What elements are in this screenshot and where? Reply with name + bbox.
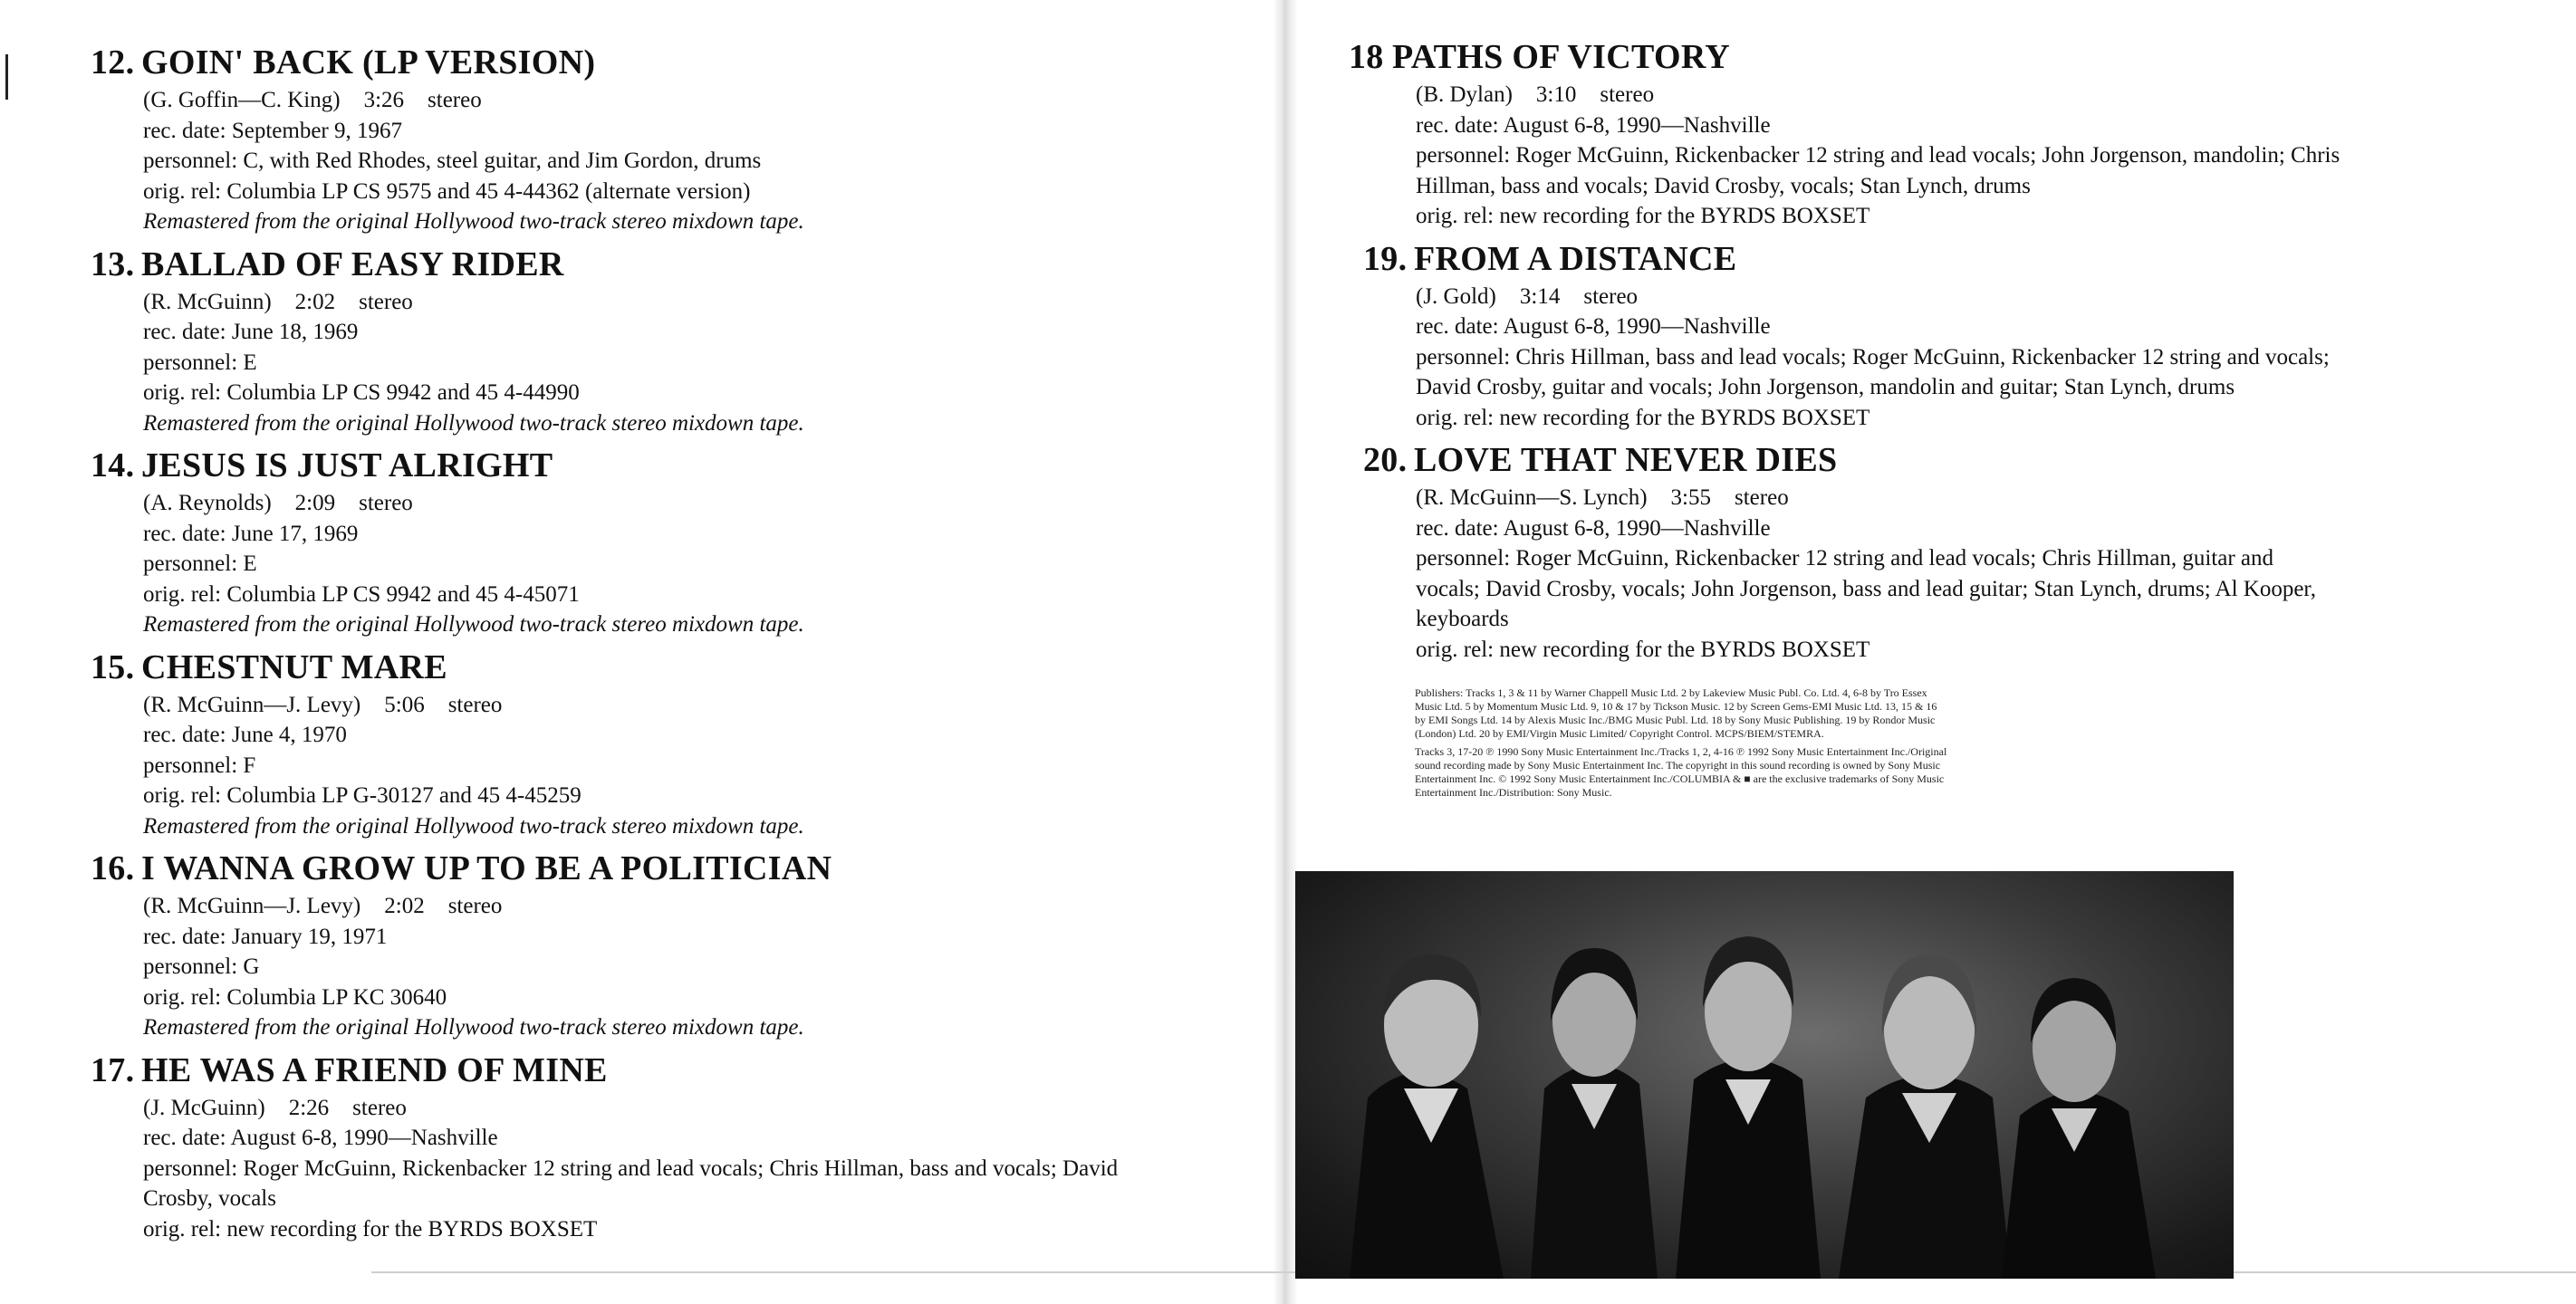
- track-entry: [91, 242, 1250, 439]
- track-number: 15.: [91, 647, 135, 686]
- track-note: Remastered from the original Hollywood two-track stereo mixdown tape.: [143, 1015, 804, 1040]
- track-note: Remastered from the original Hollywood two-track stereo mixdown tape.: [143, 612, 804, 637]
- track-name: I WANNA GROW UP TO BE A POLITICIAN: [141, 849, 832, 887]
- track-personnel: personnel: Roger McGuinn, Rickenbacker 12 string and lead vocals; John Jorgenson, mandolin; Chris Hillman, bass and vocals; David Crosby, vocals; Stan Lynch, drums: [1416, 143, 2341, 198]
- track-personnel: personnel: C, with Red Rhodes, steel guitar, and Jim Gordon, drums: [143, 149, 762, 173]
- track-entry: [91, 846, 1250, 1043]
- track-meta: [91, 690, 1250, 721]
- copyright-text: Tracks 3, 17-20 ℗ 1990 Sony Music Entertainment Inc./Tracks 1, 2, 4-16 ℗ 1992 Sony Music Entertainment Inc./Original sound recording made by Sony Music Entertainment Inc. The copyright in this sound recording is owned by Sony Music Entertainment Inc. © 1992 Sony Music Entertainment Inc./COLUMBIA & ■ are the exclusive trademarks of Sony Music Entertainment Inc./Distribution: Sony Music.: [1415, 745, 1947, 799]
- track-time: 3:10: [1535, 82, 1577, 107]
- track-personnel: personnel: E: [143, 350, 257, 375]
- track-mode: stereo: [359, 491, 413, 515]
- track-orig-rel: orig. rel: Columbia LP CS 9942 and 45 4-45071: [143, 581, 580, 607]
- track-name: LOVE THAT NEVER DIES: [1414, 441, 1838, 479]
- track-name: GOIN' BACK (LP VERSION): [141, 43, 596, 82]
- track-note: Remastered from the original Hollywood two-track stereo mixdown tape.: [143, 209, 804, 234]
- track-number: 18: [1349, 38, 1384, 76]
- track-note: Remastered from the original Hollywood two-track stereo mixdown tape.: [143, 410, 804, 436]
- track-mode: stereo: [1735, 485, 1789, 510]
- track-rec-date: rec. date: August 6-8, 1990—Nashville: [1416, 515, 1771, 541]
- track-entry: [1349, 34, 2541, 232]
- track-mode: stereo: [447, 894, 503, 918]
- track-meta: [1363, 282, 2541, 312]
- track-writers: (J. Gold): [1416, 283, 1496, 309]
- track-number: 17.: [91, 1050, 135, 1089]
- track-name: JESUS IS JUST ALRIGHT: [141, 446, 553, 484]
- track-writers: (R. McGuinn—J. Levy): [143, 692, 361, 717]
- track-time: 3:55: [1670, 485, 1711, 510]
- track-mode: stereo: [359, 289, 413, 314]
- track-title: [91, 443, 1250, 488]
- track-number: 13.: [91, 244, 135, 283]
- track-time: 2:02: [384, 894, 425, 918]
- track-meta: [91, 287, 1250, 318]
- track-writers: (R. McGuinn—S. Lynch): [1416, 485, 1648, 510]
- track-writers: (R. McGuinn): [143, 289, 272, 314]
- track-meta: [1363, 483, 2541, 513]
- track-time: 3:14: [1519, 283, 1561, 309]
- publishing-credits: [1415, 686, 1949, 804]
- track-writers: (G. Goffin—C. King): [143, 88, 341, 112]
- track-name: BALLAD OF EASY RIDER: [141, 244, 564, 283]
- track-name: PATHS OF VICTORY: [1392, 38, 1730, 76]
- page-fold: [1273, 0, 1298, 1304]
- publishers-text: Publishers: Tracks 1, 3 & 11 by Warner Chappell Music Ltd. 2 by Lakeview Music Publ. Co. Ltd. 4, 6-8 by Tro Essex Music Ltd. 5 by Momentum Music Ltd. 9, 10 & 17 by Tickson Music. 12 by Screen Gems-EMI Music Ltd. 13, 15 & 16 by EMI Songs Ltd. 14 by Alexis Music Inc./BMG Music Publ. Ltd. 18 by Sony Music Publishing. 19 by Rondor Music (London) Ltd. 20 by EMI/Virgin Music Limited/ Copyright Control. MCPS/BIEM/STEMRA.: [1415, 686, 1937, 740]
- track-orig-rel: orig. rel: Columbia LP CS 9942 and 45 4-44990: [143, 380, 580, 405]
- track-personnel: personnel: Chris Hillman, bass and lead vocals; Roger McGuinn, Rickenbacker 12 string and vocals; David Crosby, guitar and vocals; John Jorgenson, mandolin and guitar; Stan Lynch, drums: [1416, 344, 2330, 399]
- track-rec-date: rec. date: June 17, 1969: [143, 521, 359, 546]
- track-personnel: personnel: F: [143, 753, 256, 778]
- track-mode: stereo: [1583, 283, 1639, 309]
- track-name: HE WAS A FRIEND OF MINE: [141, 1050, 608, 1089]
- track-personnel: personnel: G: [143, 954, 260, 979]
- track-title: [91, 242, 1250, 287]
- track-number: 20.: [1363, 441, 1408, 479]
- track-mode: stereo: [428, 88, 482, 112]
- track-rec-date: rec. date: September 9, 1967: [143, 118, 403, 143]
- track-name: FROM A DISTANCE: [1414, 239, 1737, 278]
- track-entry: [91, 1048, 1250, 1245]
- track-writers: (B. Dylan): [1416, 82, 1513, 107]
- track-mode: stereo: [352, 1095, 407, 1120]
- track-number: 16.: [91, 849, 135, 887]
- track-orig-rel: orig. rel: new recording for the BYRDS BOXSET: [1416, 637, 1870, 662]
- margin-mark: [5, 54, 8, 100]
- track-mode: stereo: [447, 692, 503, 717]
- left-track-list: [91, 40, 1250, 1249]
- track-number: 12.: [91, 43, 135, 82]
- track-personnel: personnel: E: [143, 551, 257, 576]
- track-orig-rel: orig. rel: new recording for the BYRDS BOXSET: [1416, 204, 1870, 228]
- track-time: 2:09: [294, 491, 336, 515]
- track-orig-rel: orig. rel: Columbia LP CS 9575 and 45 4-44362 (alternate version): [143, 178, 751, 204]
- track-time: 2:26: [288, 1095, 330, 1120]
- track-meta: [1363, 80, 2541, 110]
- track-number: 19.: [1363, 239, 1408, 278]
- track-title: [91, 645, 1250, 690]
- track-title: [1363, 437, 2541, 483]
- track-note: Remastered from the original Hollywood two-track stereo mixdown tape.: [143, 813, 804, 839]
- track-entry: [91, 443, 1250, 640]
- track-orig-rel: orig. rel: Columbia LP G-30127 and 45 4-45259: [143, 783, 582, 808]
- track-rec-date: rec. date: June 18, 1969: [143, 320, 359, 344]
- track-number: 14.: [91, 446, 135, 484]
- track-meta: [91, 891, 1250, 922]
- track-rec-date: rec. date: June 4, 1970: [143, 723, 347, 747]
- band-photo-illustration: [1295, 871, 2234, 1279]
- track-writers: (A. Reynolds): [143, 491, 272, 515]
- track-orig-rel: orig. rel: Columbia LP KC 30640: [143, 984, 447, 1010]
- track-entry: [91, 645, 1250, 842]
- right-track-list: [1349, 34, 2541, 669]
- track-title: [91, 846, 1250, 891]
- track-title: [91, 1048, 1250, 1093]
- track-rec-date: rec. date: August 6-8, 1990—Nashville: [1416, 112, 1771, 138]
- track-meta: [91, 1093, 1250, 1124]
- track-title: [1349, 34, 2541, 80]
- track-rec-date: rec. date: January 19, 1971: [143, 924, 388, 949]
- track-entry: [91, 40, 1250, 237]
- track-orig-rel: orig. rel: new recording for the BYRDS BOXSET: [1416, 405, 1870, 430]
- track-rec-date: rec. date: August 6-8, 1990—Nashville: [143, 1126, 498, 1150]
- track-mode: stereo: [1600, 82, 1655, 107]
- track-time: 2:02: [294, 289, 336, 314]
- track-time: 5:06: [384, 692, 425, 717]
- track-writers: (J. McGuinn): [143, 1095, 265, 1120]
- track-rec-date: rec. date: August 6-8, 1990—Nashville: [1416, 314, 1771, 339]
- track-name: CHESTNUT MARE: [141, 647, 447, 686]
- track-writers: (R. McGuinn—J. Levy): [143, 894, 361, 918]
- track-meta: [91, 488, 1250, 519]
- track-entry: [1363, 437, 2541, 665]
- band-photo: [1295, 871, 2234, 1279]
- track-meta: [91, 85, 1250, 116]
- track-orig-rel: orig. rel: new recording for the BYRDS BOXSET: [143, 1216, 598, 1242]
- track-personnel: personnel: Roger McGuinn, Rickenbacker 12 string and lead vocals; Chris Hillman, bass and vocals; David Crosby, vocals: [143, 1155, 1119, 1211]
- track-time: 3:26: [363, 88, 405, 112]
- track-personnel: personnel: Roger McGuinn, Rickenbacker 12 string and lead vocals; Chris Hillman, guitar and vocals; David Crosby, vocals; John Jorgenson, bass and lead guitar; Stan Lynch, drums; Al Kooper, keyboards: [1416, 546, 2317, 631]
- track-title: [91, 40, 1250, 85]
- track-title: [1363, 236, 2541, 282]
- track-entry: [1363, 236, 2541, 434]
